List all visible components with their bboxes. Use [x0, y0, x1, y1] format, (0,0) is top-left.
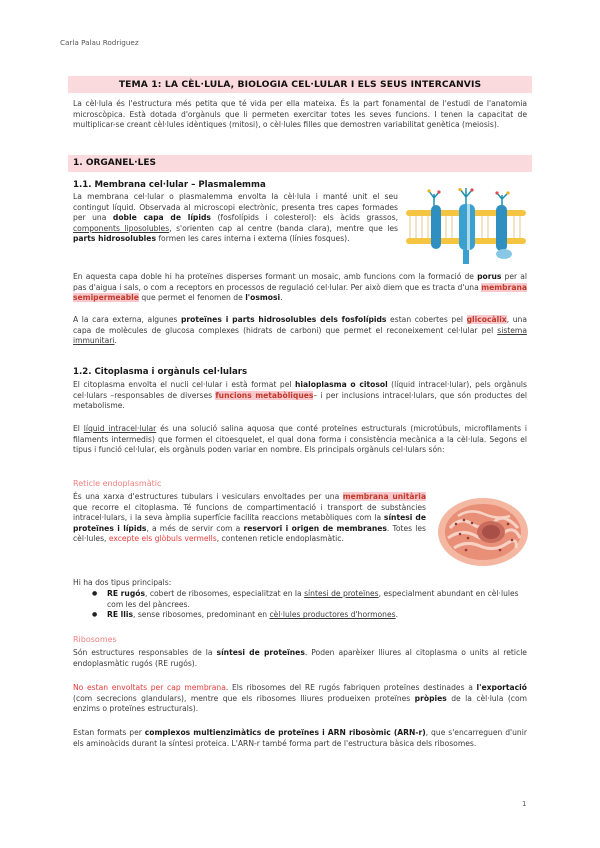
document-title: TEMA 1: LA CÈL·LULA, BIOLOGIA CEL·LULAR I ELS SEUS INTERCANVIS: [68, 76, 532, 93]
reticle-types-list: [92, 589, 527, 621]
membrane-paragraph-2: En aquesta capa doble hi ha proteïnes disperses formant un mosaic, amb funcions com la formació de porus per al pas d'aigua i sals, o com a receptors en processos de regulació cel·lular. Per això diem que es tracta d'una membrana semipermeable que permet el fenomen de l'osmosi.: [73, 272, 527, 303]
subsection-title-cytoplasm: 1.2. Citoplasma i orgànuls cel·lulars: [73, 367, 248, 377]
cytoplasm-paragraph-2: El líquid intracel·lular és una solució salina aquosa que conté proteïnes estructurals (microtúbuls, microfilaments i filaments intermedis) que formen el citoesquelet, el qual dona forma i consistència mecànica a la cèl·lula. Segons el tipus i funció cel·lular, els orgànuls poden variar en nombre. Els principals orgànuls cel·lulars són:: [73, 424, 527, 455]
reticle-types-intro: Hi ha dos tipus principals:: [73, 578, 172, 587]
intro-paragraph: La cèl·lula és l'estructura més petita que té vida per ella mateixa. És la part fonamental de l'estudi de l'anatomia microscòpica. Està dotada d'orgànuls que li permeten exercitar totes les seves funcions. I tenen la capacitat de multiplicar-se creant cèl·lules idèntiques (mitosi), o cèl·lules filles que demostren variabilitat genètica (meiosis).: [73, 99, 527, 130]
list-item-smooth-er: ● RE llis, sense ribosomes, predominant en cèl·lules productores d'hormones.: [92, 610, 527, 621]
section-title: 1. ORGANEL·LES: [68, 155, 532, 172]
heading-reticle: Reticle endoplasmàtic: [73, 479, 162, 488]
author-name: Carla Palau Rodriguez: [60, 38, 139, 47]
ribosomes-paragraph-2: No estan envoltats per cap membrana. Els ribosomes del RE rugós fabriquen proteïnes destinades a l'exportació (com secrecions glandulars), mentre que els ribosomes lliures produeixen proteïnes pròpies de la cèl·lula (com enzims o proteïnes estructurals).: [73, 683, 528, 714]
glycocalyx-chains: [427, 188, 509, 206]
endoplasmic-reticulum-illustration: [436, 494, 530, 568]
heading-ribosomes: Ribosomes: [73, 635, 117, 644]
subsection-title-membrane: 1.1. Membrana cel·lular – Plasmalemma: [73, 180, 266, 190]
ribosomes-paragraph-3: Estan formats per complexos multienzimàtics de proteïnes i ARN ribosòmic (ARN-r), que s'encarreguen d'unir els aminoàcids durant la síntesi proteica. L'ARN-r també forma part de l'estructura bàsica dels ribosomes.: [73, 728, 527, 748]
list-item-rough-er: ● RE rugós, cobert de ribosomes, especialitzat en la síntesi de proteïnes, especialment abundant en cèl·lules com les del pàncrees.: [92, 589, 527, 610]
ribosomes-paragraph-1: Són estructures responsables de la síntesi de proteïnes. Poden aparèixer lliures al citoplasma o units al reticle endoplasmàtic rugós (RE rugós).: [73, 648, 527, 668]
membrane-diagram: [404, 188, 528, 266]
membrane-paragraph-1: La membrana cel·lular o plasmalemma envolta la cèl·lula i manté unit el seu contingut líquid. Observada al microscopi electrònic, presenta tres capes formades per una doble capa de lípids (fosfolípids i colesterol): els àcids grassos, components liposolubles, s'orienten cap al centre (banda clara), mentre que les parts hidrosolubles formen les cares interna i externa (línies fosques).: [73, 192, 398, 244]
page-number: 1: [522, 800, 527, 808]
reticle-paragraph: És una xarxa d'estructures tubulars i vesiculars envoltades per una membrana unitària que recorre el citoplasma. Té funcions de compartimentació i transport de substàncies intracel·lulars, i la seva àmplia superfície facilita reaccions metabòliques com la síntesi de proteïnes i lípids, a més de servir com a reservori i origen de membranes. Totes les cèl·lules, excepte els glòbuls vermells, contenen reticle endoplasmàtic.: [73, 492, 426, 544]
membrane-paragraph-3: A la cara externa, algunes proteïnes i parts hidrosolubles dels fosfolípids estan cobertes pel glicocàlix, una capa de molècules de glucosa complexes (hidrats de carboni) que permet el reconeixement cel·lular pel sistema immunitari.: [73, 315, 528, 346]
cytoplasm-paragraph-1: El citoplasma envolta el nucli cel·lular i està format pel hialoplasma o citosol (líquid intracel·lular), pels orgànuls cel·lulars –responsables de diverses funcions metabòliques– i per inclusions intracel·lulars, que són productes del metabolisme.: [73, 380, 528, 411]
